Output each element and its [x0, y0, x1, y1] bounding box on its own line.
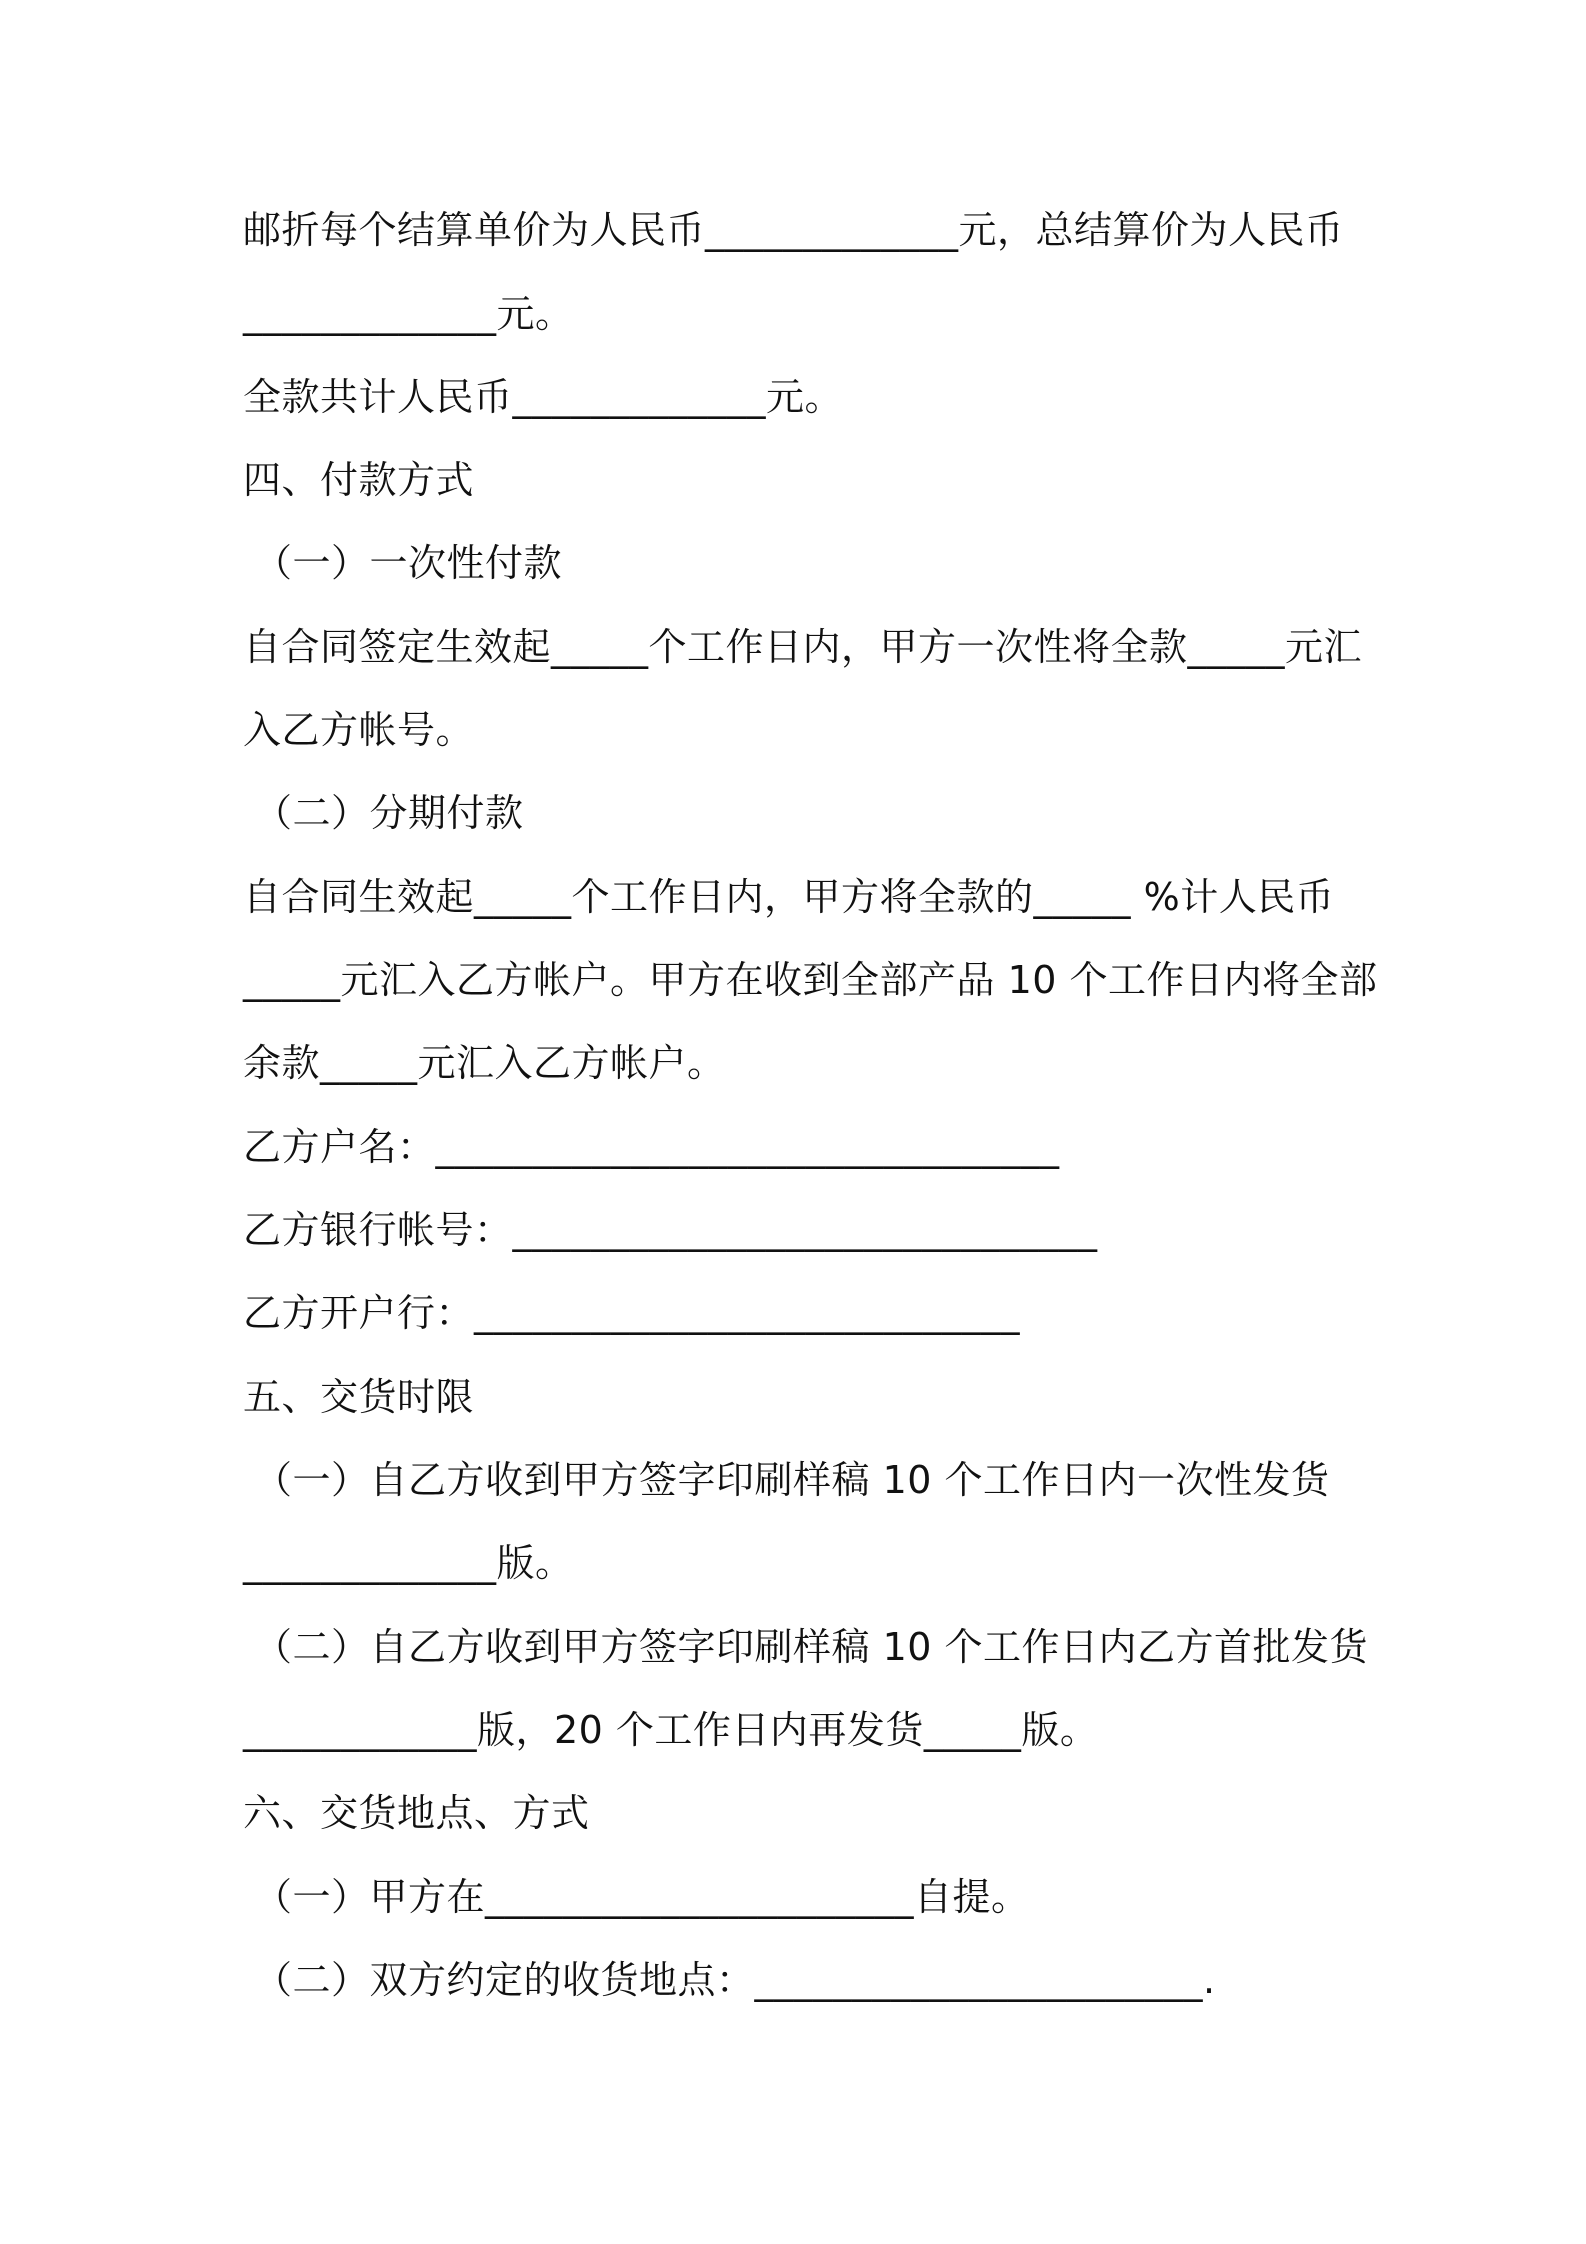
- delivery-time-two-line-2: ____________版，20 个工作日内再发货_____版。: [243, 1708, 1099, 1752]
- settlement-total-line: _____________元。: [243, 292, 574, 336]
- delivery-place-one: （一）甲方在______________________自提。: [254, 1875, 1030, 1919]
- bank-branch-line: 乙方开户行：____________________________: [243, 1291, 1021, 1335]
- delivery-place-two: （二）双方约定的收货地点：_______________________.: [254, 1958, 1216, 2002]
- section-heading-delivery-time: 五、交货时限: [243, 1375, 475, 1419]
- delivery-time-one-line-1: （一）自乙方收到甲方签字印刷样稿 10 个工作日内一次性发货: [254, 1458, 1330, 1502]
- installment-payment-line-1: 自合同生效起_____个工作日内，甲方将全款的_____ %计人民币: [243, 875, 1335, 919]
- delivery-time-two-line-1: （二）自乙方收到甲方签字印刷样稿 10 个工作日内乙方首批发货: [254, 1625, 1369, 1669]
- installment-payment-line-3: 余款_____元汇入乙方帐户。: [243, 1041, 726, 1085]
- settlement-price-line: 邮折每个结算单价为人民币_____________元，总结算价为人民币: [243, 208, 1344, 252]
- account-name-line: 乙方户名：________________________________: [243, 1125, 1060, 1169]
- delivery-time-one-line-2: _____________版。: [243, 1541, 574, 1585]
- section-heading-payment: 四、付款方式: [243, 458, 475, 502]
- installment-payment-line-2: _____元汇入乙方帐户。甲方在收到全部产品 10 个工作日内将全部: [243, 958, 1378, 1002]
- subheading-one-time-payment: （一）一次性付款: [254, 541, 563, 585]
- bank-account-line: 乙方银行帐号：______________________________: [243, 1208, 1098, 1252]
- subheading-installment-payment: （二）分期付款: [254, 791, 524, 835]
- one-time-payment-line-1: 自合同签定生效起_____个工作日内，甲方一次性将全款_____元汇: [243, 625, 1363, 669]
- section-heading-delivery-place: 六、交货地点、方式: [243, 1791, 590, 1835]
- total-amount-line: 全款共计人民币_____________元。: [243, 375, 844, 419]
- one-time-payment-line-2: 入乙方帐号。: [243, 708, 475, 752]
